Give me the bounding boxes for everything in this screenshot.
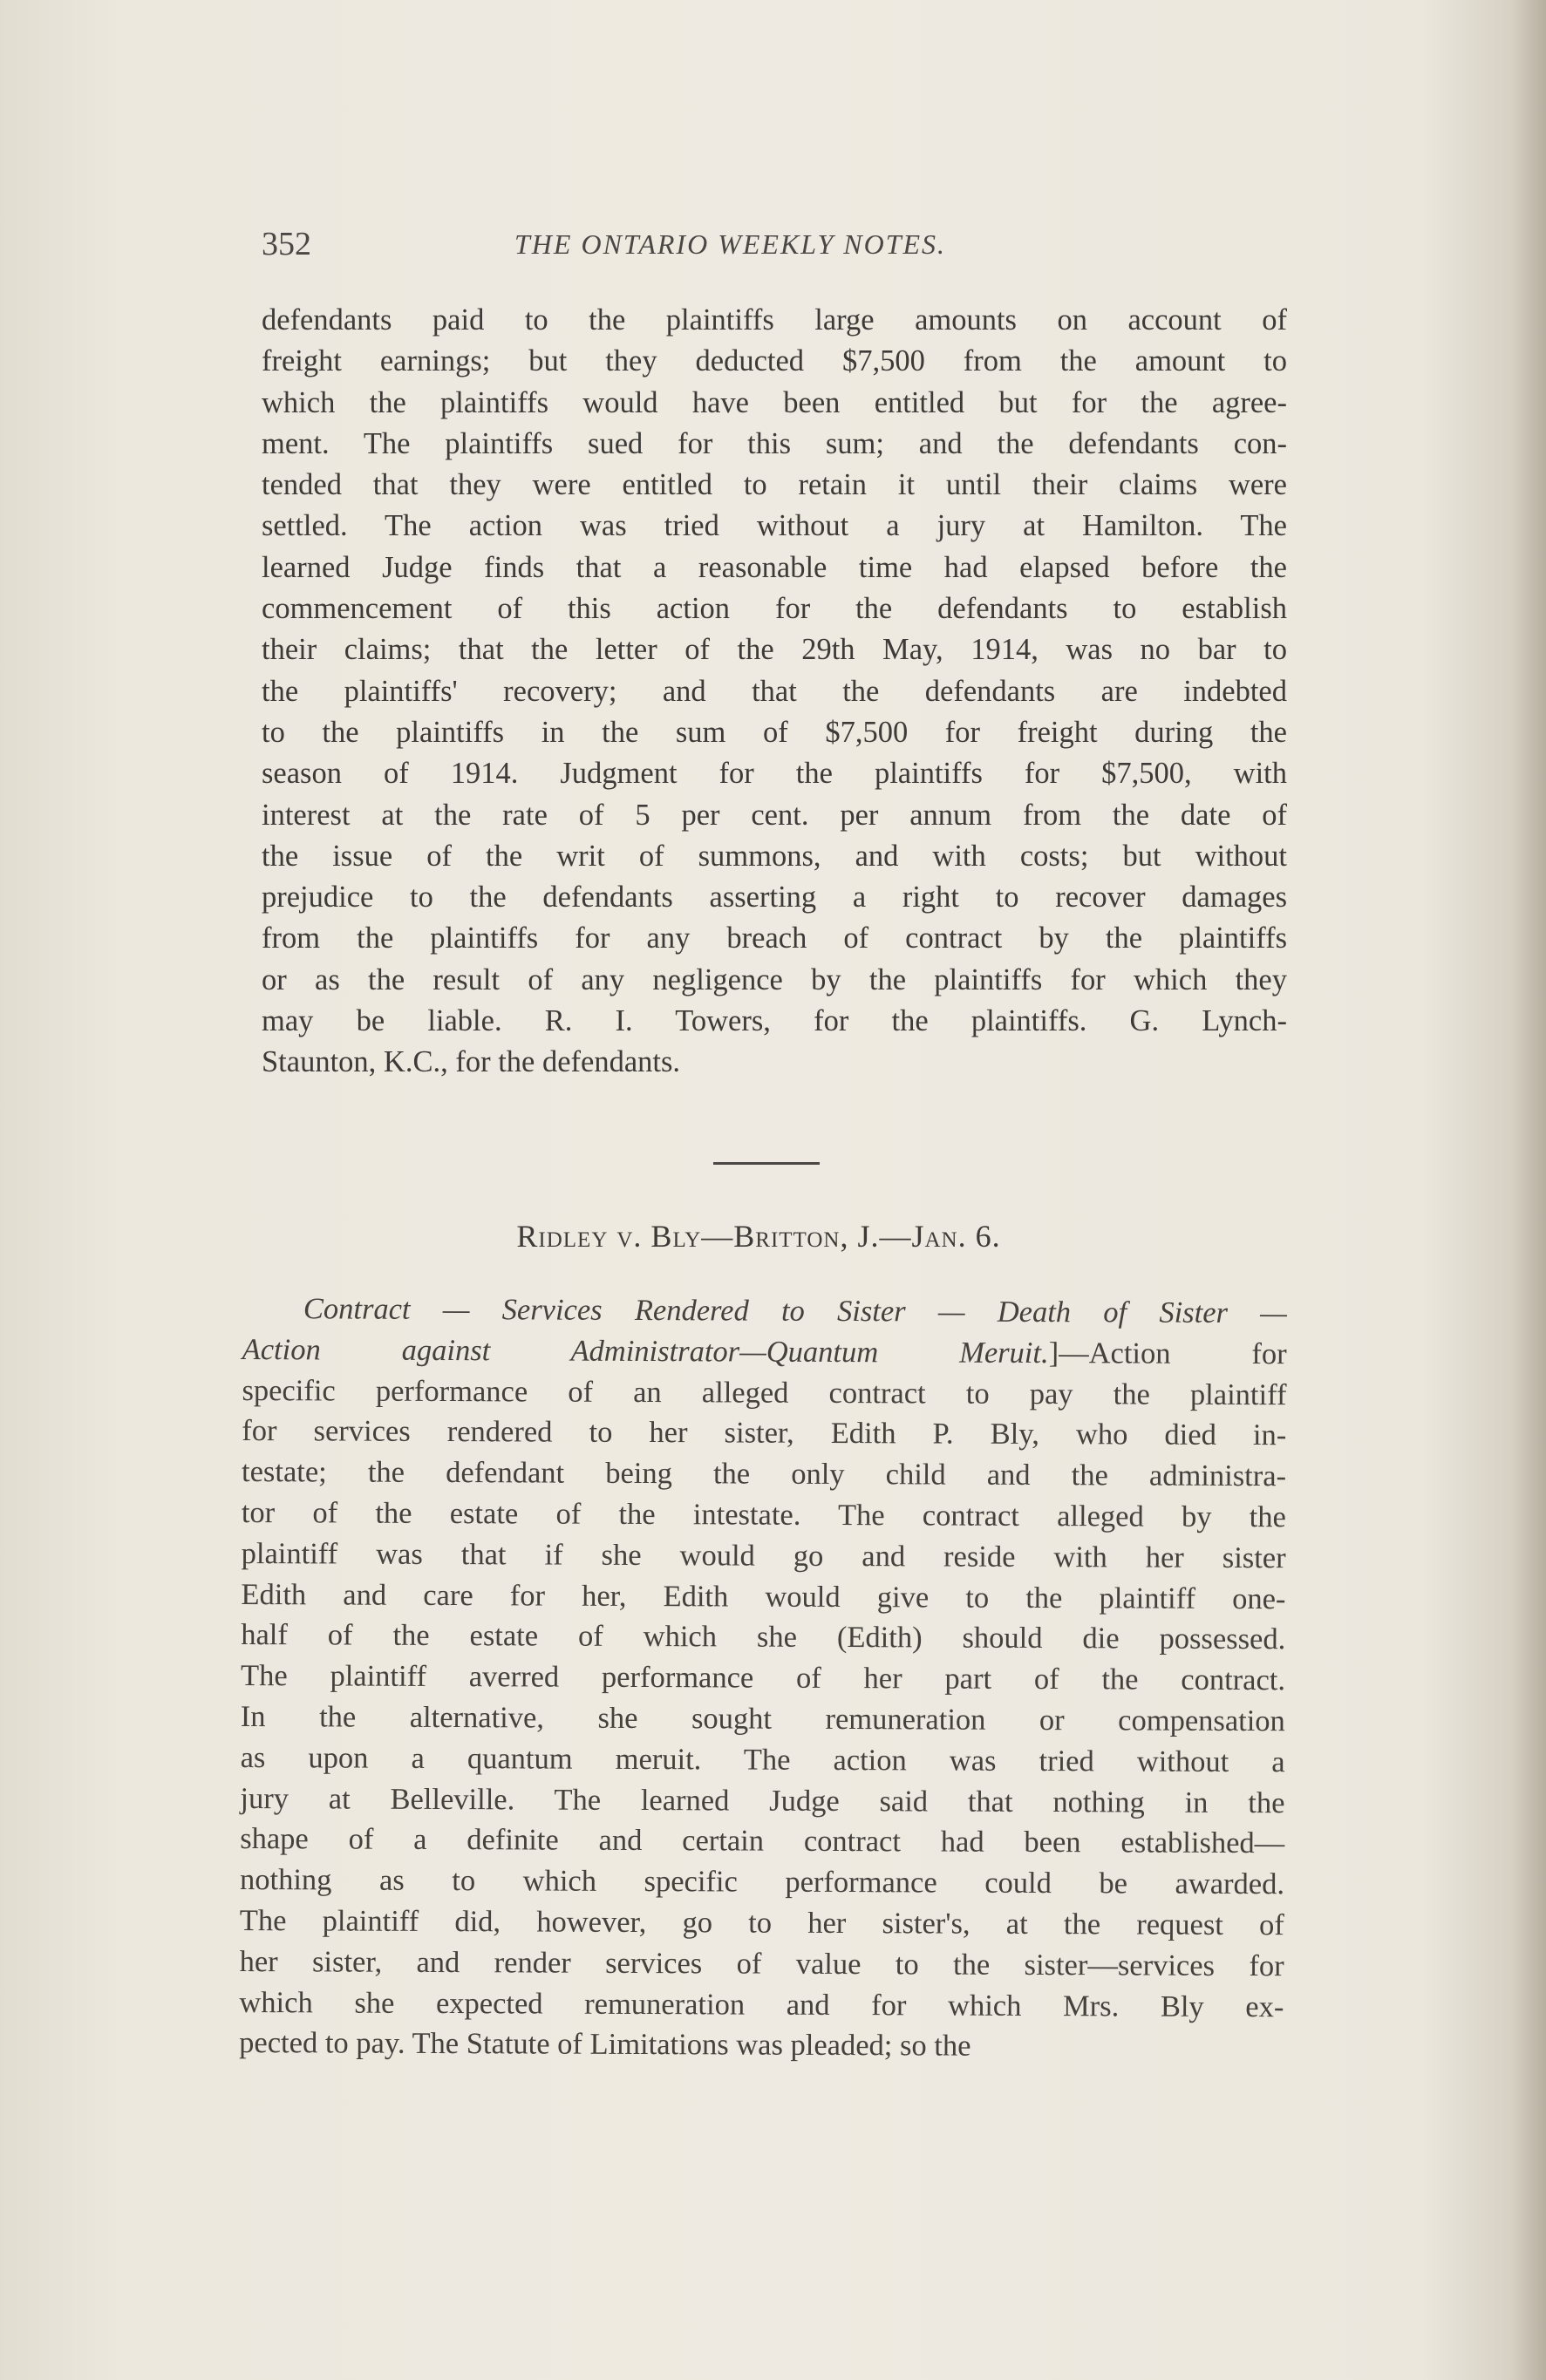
text-line: interest at the rate of 5 per cent. per annum from the date of	[262, 798, 1287, 832]
text-line: Staunton, K.C., for the defendants.	[262, 1045, 681, 1079]
text-line: may be liable. R. I. Towers, for the plaintiffs. G. Lynch-	[262, 1004, 1287, 1038]
text-line: her sister, and render services of value to the sister—services for	[239, 1944, 1284, 1982]
text-line: specific performance of an alleged contract to pay the plaintiff	[242, 1373, 1287, 1411]
text-line: tended that they were entitled to retain it until their claims were	[262, 468, 1287, 502]
section-divider-rule	[713, 1162, 820, 1165]
text-line: settled. The action was tried without a jury at Hamilton. The	[262, 509, 1287, 543]
text-line: season of 1914. Judgment for the plaintiffs for $7,500, with	[262, 757, 1287, 791]
continuation-paragraph	[262, 300, 1287, 1084]
text-line: for services rendered to her sister, Edith P. Bly, who died in-	[242, 1414, 1287, 1452]
text-line: commencement of this action for the defendants to establish	[262, 592, 1287, 626]
page-number: 352	[262, 226, 311, 262]
text-line: tor of the estate of the intestate. The contract alleged by the	[241, 1495, 1286, 1534]
text-line: the issue of the writ of summons, and with costs; but without	[262, 839, 1287, 873]
text-line: half of the estate of which she (Edith) should die possessed.	[241, 1618, 1286, 1656]
text-line: learned Judge finds that a reasonable time had elapsed before the	[262, 550, 1287, 584]
text-line: ment. The plaintiffs sued for this sum; and the defendants con-	[262, 426, 1287, 460]
case-title: Ridley v. Bly—Britton, J.—Jan. 6.	[516, 1219, 1001, 1254]
text-line: shape of a definite and certain contract had been established—	[240, 1822, 1285, 1860]
text-line: freight earnings; but they deducted $7,500 from the amount to	[262, 344, 1287, 378]
text-line: The plaintiff averred performance of her part of the contract.	[240, 1659, 1286, 1697]
catchwords-text-2: Action against Administrator—Quantum Meruit.	[242, 1332, 1049, 1370]
text-line: prejudice to the defendants asserting a right to recover damages	[262, 881, 1287, 915]
text-line: which she expected remuneration and for which Mrs. Bly ex-	[239, 1985, 1284, 2023]
catchwords-text-2-rest: ]—Action for	[1048, 1336, 1287, 1371]
text-line: which the plaintiffs would have been entitled but for the agree-	[262, 385, 1287, 419]
text-line: testate; the defendant being the only child and the administra-	[241, 1455, 1287, 1493]
text-line: or as the result of any negligence by the plaintiffs for which they	[262, 962, 1287, 996]
page-header	[262, 225, 1291, 277]
running-head: THE ONTARIO WEEKLY NOTES.	[514, 228, 947, 260]
case-paragraph	[239, 1289, 1287, 2068]
catchwords-line-2	[242, 1329, 1287, 1375]
text-line: The plaintiff did, however, go to her sister's, at the request of	[239, 1903, 1284, 1942]
text-line: pected to pay. The Statute of Limitations was pleaded; so the	[239, 2026, 971, 2063]
text-line: to the plaintiffs in the sum of $7,500 for freight during the	[262, 715, 1287, 749]
text-line: plaintiff was that if she would go and reside with her sister	[241, 1536, 1286, 1575]
catchwords-text-1: Contract — Services Rendered to Sister — Death of Sister —	[303, 1292, 1287, 1330]
text-line: jury at Belleville. The learned Judge said that nothing in the	[240, 1781, 1285, 1819]
text-line: from the plaintiffs for any breach of contract by the plaintiffs	[262, 921, 1287, 955]
text-line: Edith and care for her, Edith would give to the plaintiff one-	[241, 1577, 1286, 1615]
page-edge-shadow	[1511, 0, 1546, 2380]
text-line: their claims; that the letter of the 29th May, 1914, was no bar to	[262, 633, 1287, 667]
text-line: the plaintiffs' recovery; and that the defendants are indebted	[262, 674, 1287, 708]
text-line: In the alternative, she sought remuneration or compensation	[240, 1699, 1285, 1738]
text-line: nothing as to which specific performance could be awarded.	[239, 1863, 1285, 1901]
catchwords-line	[242, 1289, 1287, 1334]
text-line: as upon a quantum meruit. The action was tried without a	[240, 1740, 1285, 1778]
text-line: defendants paid to the plaintiffs large amounts on account of	[262, 303, 1287, 337]
